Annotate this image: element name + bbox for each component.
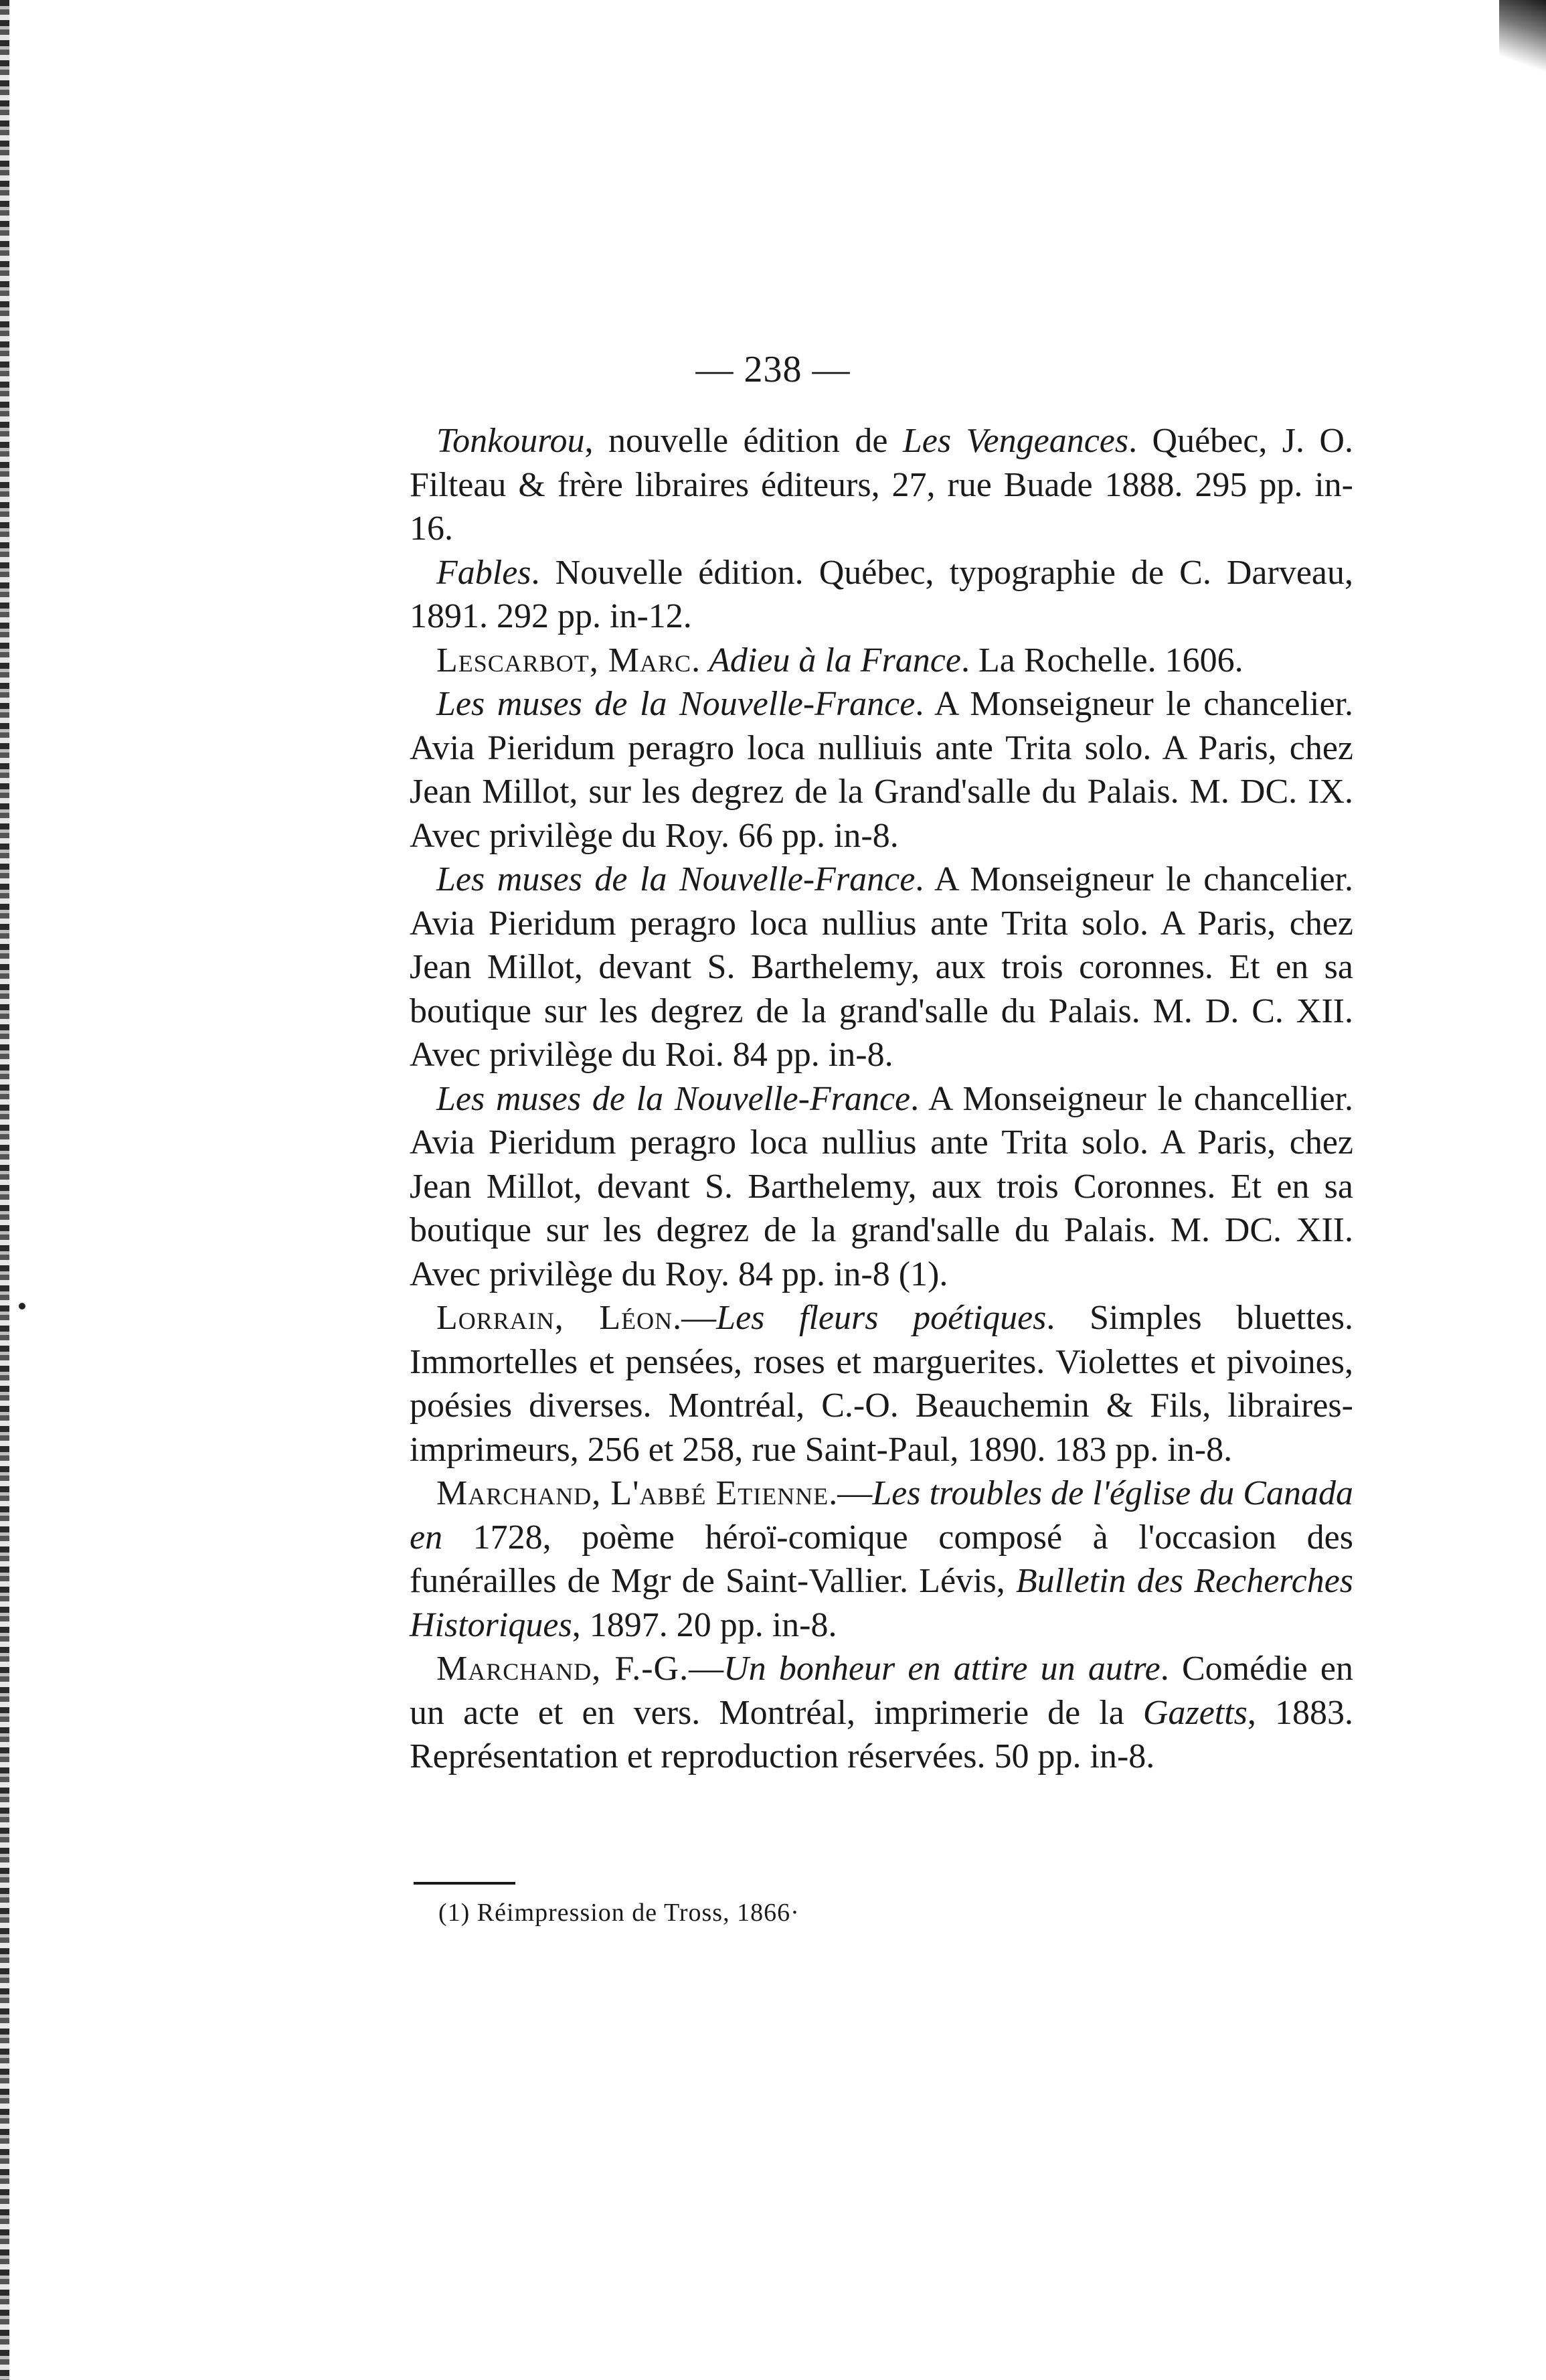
italic-title: Tonkourou — [436, 422, 585, 460]
bibliography-entry — [410, 682, 1353, 858]
entry-text: . Comédie en un acte et en vers. Montréal, imprimerie de la — [410, 1650, 1353, 1732]
bibliography-entry — [410, 1077, 1353, 1297]
author-name: Lescarbot, Marc — [436, 641, 692, 680]
bibliography-entry — [410, 858, 1353, 1077]
italic-title: Les fleurs poétiques — [716, 1299, 1047, 1337]
entry-text: . A Monseigneur le chancellier. Avia Pieridum peragro loca nullius ante Trita solo. A Paris, chez Jean Millot, devant S. Barthelemy, aux trois Coronnes. Et en sa boutique sur les degrez de la grand'salle du Palais. M. DC. XII. Avec privilège du Roy. 84 pp. in-8 (1). — [410, 1079, 1353, 1293]
bibliography-entry — [410, 551, 1353, 639]
author-name: Lorrain, Léon — [436, 1299, 673, 1337]
entry-text: . Simples bluettes. Immortelles et pensées, roses et marguerites. Violettes et pivoines, poésies diverses. Montréal, C.-O. Beauchemin & Fils, libraires-imprimeurs, 256 et 258, rue Saint-Paul, 1890. 183 pp. in-8. — [410, 1299, 1353, 1469]
author-name: Marchand, F.-G. — [436, 1650, 689, 1688]
entry-text: . — [691, 641, 709, 680]
bibliography-entry — [410, 1472, 1353, 1647]
entry-text: — — [689, 1650, 724, 1688]
bibliography-entry — [410, 419, 1353, 551]
page-number: — 238 — — [695, 349, 851, 390]
italic-title: Les muses de la Nouvelle-France — [436, 685, 916, 723]
italic-title: Les Vengeances — [902, 422, 1129, 460]
footnote-rule — [414, 1882, 515, 1885]
entry-text: . Nouvelle édition. Québec, typographie de C. Darveau, 1891. 292 pp. in-12. — [410, 553, 1353, 635]
entry-text: . A Monseigneur le chancelier. Avia Pieridum peragro loca nullius ante Trita solo. A Paris, chez Jean Millot, devant S. Barthelemy, aux trois coronnes. Et en sa boutique sur les degrez de la grand'salle du Palais. M. D. C. XII. Avec privilège du Roi. 84 pp. in-8. — [410, 860, 1353, 1074]
italic-title: Les muses de la Nouvelle-France — [436, 860, 916, 898]
entry-text: , 1883. Représentation et reproduction réservées. 50 pp. in-8. — [410, 1693, 1354, 1775]
bibliography-entry — [410, 1647, 1353, 1779]
bibliography-entry — [410, 1296, 1353, 1472]
entry-text: . A Monseigneur le chancelier. Avia Pieridum peragro loca nulliuis ante Trita solo. A Paris, chez Jean Millot, sur les degrez de la Grand'salle du Palais. M. DC. IX. Avec privilège du Roy. 66 pp. in-8. — [410, 685, 1353, 855]
italic-title: Bulletin des Recherches Historiques — [410, 1562, 1354, 1644]
margin-mark — [19, 1303, 25, 1310]
scan-corner-smudge — [1499, 0, 1546, 80]
bibliography-entry — [410, 639, 1353, 683]
italic-title: Adieu à la France — [709, 641, 961, 680]
italic-title: Fables — [436, 553, 531, 592]
entry-text: 1728, poème héroï-comique composé à l'occasion des funérailles de Mgr de Saint-Vallier. Lévis, — [410, 1518, 1353, 1600]
footnote: (1) Réimpression de Tross, 1866· — [438, 1899, 800, 1927]
entry-text: .— — [829, 1474, 873, 1512]
bibliography-text — [410, 419, 1353, 1779]
italic-title: Les muses de la Nouvelle-France — [436, 1079, 911, 1118]
entry-text: .— — [673, 1299, 717, 1337]
italic-title: Un bonheur en attire un autre — [723, 1650, 1161, 1688]
entry-text: . La Rochelle. 1606. — [960, 641, 1243, 680]
entry-text: , 1897. 20 pp. in-8. — [572, 1605, 837, 1644]
author-name: Marchand, L'abbé Etienne — [436, 1474, 829, 1512]
italic-title: Gazetts — [1142, 1693, 1248, 1732]
entry-text: , nouvelle édition de — [584, 422, 903, 460]
entry-text: . Québec, J. O. Filteau & frère libraires éditeurs, 27, rue Buade 1888. 295 pp. in-16. — [410, 422, 1353, 548]
italic-title: Les troubles de l'église du Canada en — [410, 1474, 1353, 1557]
